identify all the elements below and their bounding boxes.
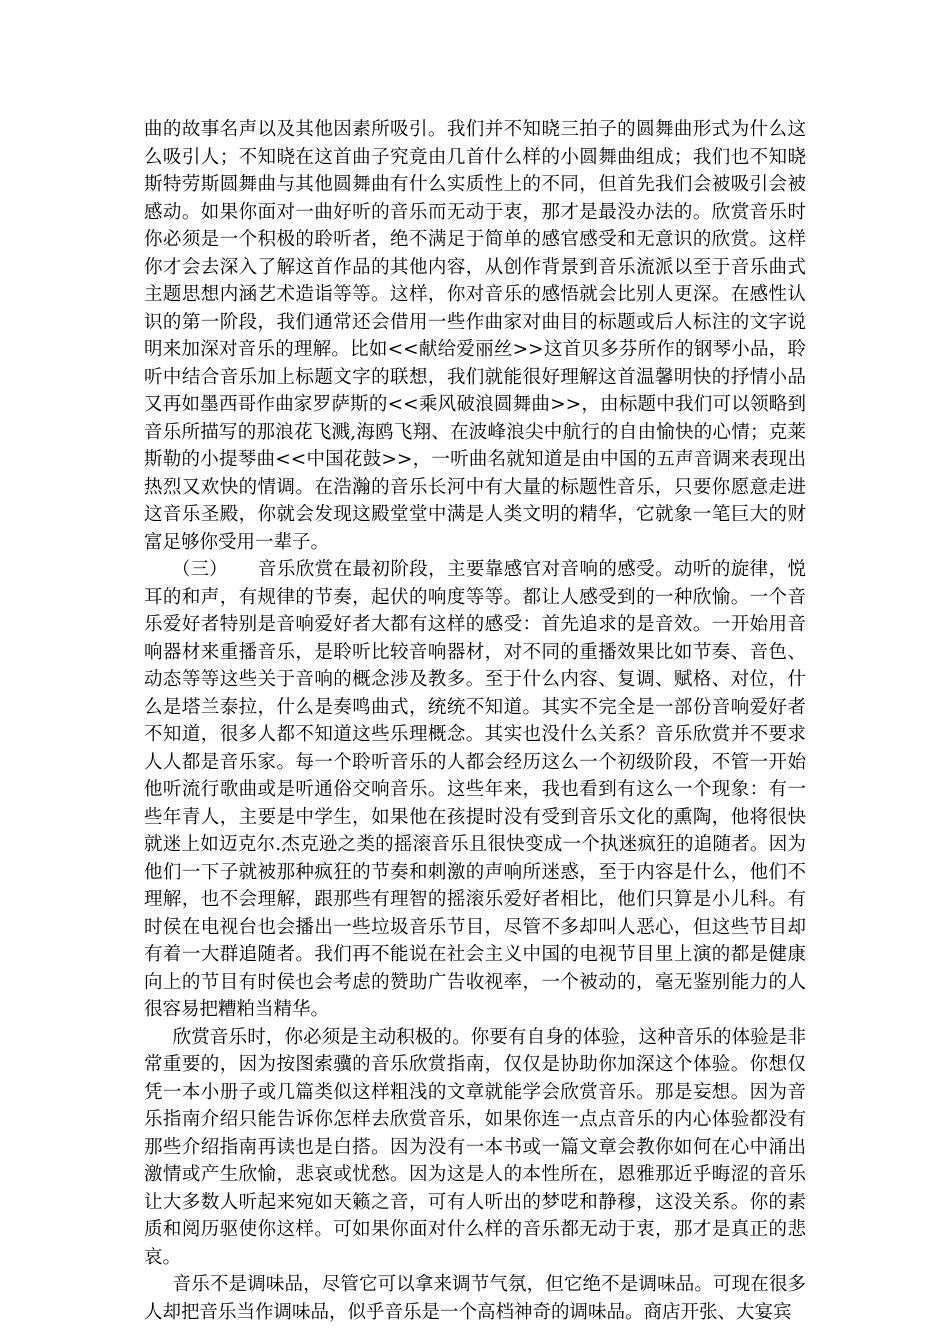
paragraph-3: 欣赏音乐时，你必须是主动积极的。你要有自身的体验，这种音乐的体验是非常重要的，因为按图索骥的音乐欣赏指南，仅仅是协助你加深这个体验。你想仅凭一本小册子或几篇类似这样粗浅的文章就能学会欣赏音乐。那是妄想。因为音乐指南介绍只能告诉你怎样去欣赏音乐，如果你连一点点音乐的内心体验都没有那些介绍指南再读也是白搭。因为没有一本书或一篇文章会教你如何在心中涌出激情或产生欣愉，悲哀或忧愁。因为这是人的本性所在，恩雅那近乎晦涩的音乐让大多数人听起来宛如天籁之音，可有人听出的梦呓和静穆，这没关系。你的素质和阅历驱使你这样。可如果你面对什么样的音乐都无动于衷，那才是真正的悲哀。	[144, 1026, 806, 1268]
paragraph-1: 曲的故事名声以及其他因素所吸引。我们并不知晓三拍子的圆舞曲形式为什么这么吸引人；不知晓在这首曲子究竟由几首什么样的小圆舞曲组成；我们也不知晓斯特劳斯圆舞曲与其他圆舞曲有什么实质性上的不同，但首先我们会被吸引会被感动。如果你面对一曲好听的音乐而无动于衷，那才是最没办法的。欣赏音乐时你必须是一个积极的聆听者，绝不满足于简单的感官感受和无意识的欣赏。这样你才会去深入了解这首作品的其他内容，从创作背景到音乐流派以至于音乐曲式主题思想内涵艺术造诣等等。这样，你对音乐的感悟就会比别人更深。在感性认识的第一阶段，我们通常还会借用一些作曲家对曲目的标题或后人标注的文字说明来加深对音乐的理解。比如<<献给爱丽丝>>这首贝多芬所作的钢琴小品，聆听中结合音乐加上标题文字的联想，我们就能很好理解这首温馨明快的抒情小品又再如墨西哥作曲家罗萨斯的<<乘风破浪圆舞曲>>，由标题中我们可以领略到音乐所描写的那浪花飞溅,海鸥飞翔、在波峰浪尖中航行的自由愉快的心情；克莱斯勒的小提琴曲<<中国花鼓>>，一听曲名就知道是由中国的五声音调来表现出热烈又欢快的情调。在浩瀚的音乐长河中有大量的标题性音乐，只要你愿意走进这音乐圣殿，你就会发现这殿堂堂中满是人类文明的精华，它就象一笔巨大的财富足够你受用一辈子。	[144, 119, 806, 553]
document-page	[144, 116, 806, 1326]
paragraph-2-section-3	[144, 556, 806, 1024]
paragraph-4: 音乐不是调味品，尽管它可以拿来调节气氛，但它绝不是调味品。可现在很多人却把音乐当作调味品，似乎音乐是一个高档神奇的调味品。商店开张、大宴宾	[144, 1274, 806, 1323]
paragraph-2-text: 音乐欣赏在最初阶段，主要靠感官对音响的感受。动听的旋律，悦耳的和声，有规律的节奏，起伏的响度等等。都让人感受到的一种欣愉。一个音乐爱好者特别是音响爱好者大都有这样的感受：首先追求的是音效。一开始用音响器材来重播音乐，是聆听比较音响器材，对不同的重播效果比如节奏、音色、动态等等这些关于音响的概念涉及教多。至于什么内容、复调、赋格、对位，什么是塔兰泰拉，什么是奏鸣曲式，统统不知道。其实不完全是一部份音响爱好者不知道，很多人都不知道这些乐理概念。其实也没什么关系？音乐欣赏并不要求人人都是音乐家。每一个聆听音乐的人都会经历这么一个初级阶段，不管一开始他听流行歌曲或是听通俗交响音乐。这些年来，我也看到有这么一个现象：有一些年青人，主要是中学生，如果他在孩提时没有受到音乐文化的熏陶，他将很快就迷上如迈克尔.杰克逊之类的摇滚音乐且很快变成一个执迷疯狂的追随者。因为他们一下子就被那种疯狂的节奏和刺激的声响所迷惑，至于内容是什么，他们不理解，也不会理解，跟那些有理智的摇滚乐爱好者相比，他们只算是小儿科。有时侯在电视台也会播出一些垃圾音乐节目，尽管不多却叫人恶心，但这些节目却有着一大群追随者。我们再不能说在社会主义中国的电视节目里上演的都是健康向上的节目有时侯也会考虑的赞助广告收视率，一个被动的，毫无鉴别能力的人很容易把糟粕当精华。	[144, 559, 806, 1020]
section-label: （三）	[172, 559, 228, 580]
